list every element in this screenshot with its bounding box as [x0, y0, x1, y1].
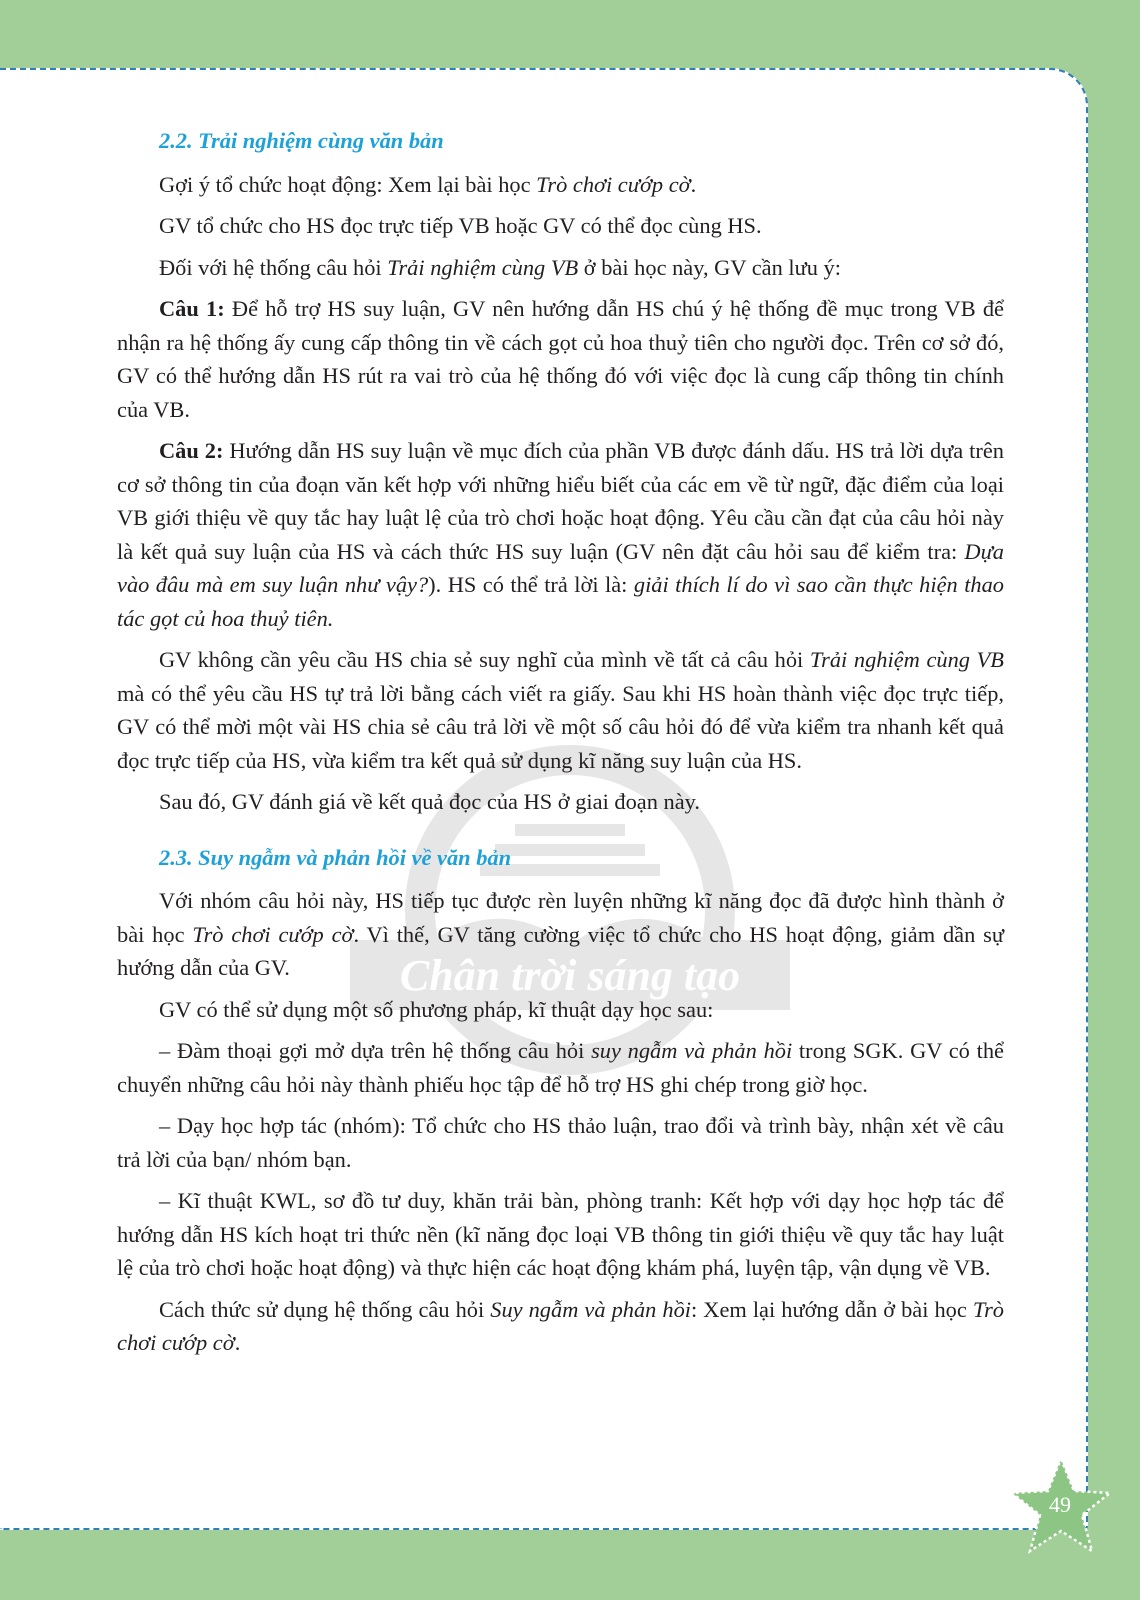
paragraph: GV tổ chức cho HS đọc trực tiếp VB hoặc GV có thể đọc cùng HS. — [159, 213, 762, 238]
paragraph: GV không cần yêu cầu HS chia sẻ suy nghĩ của mình về tất cả câu hỏi Trải nghiệm cùng VB mà có thể yêu cầu HS tự trả lời bằng cách viết ra giấy. Sau khi HS hoàn thành việc đọc trực tiếp, GV có thể mời một vài HS chia sẻ câu trả lời về một số câu hỏi đó để vừa kiểm tra nhanh kết quả đọc trực tiếp của HS, vừa kiểm tra kết quả sử dụng kĩ năng suy luận của HS. — [117, 647, 1004, 773]
list-item: – Kĩ thuật KWL, sơ đồ tư duy, khăn trải bàn, phòng tranh: Kết hợp với dạy học hợp tác để hướng dẫn HS kích hoạt tri thức nền (kĩ năng đọc loại VB thông tin giới thiệu về quy tắc hay luật lệ của trò chơi hoặc hoạt động) và thực hiện các hoạt động khám phá, luyện tập, vận dụng về VB. — [117, 1188, 1004, 1280]
paragraph: Với nhóm câu hỏi này, HS tiếp tục được rèn luyện những kĩ năng đọc đã được hình thành ở bài học Trò chơi cướp cờ. Vì thế, GV tăng cường việc tổ chức cho HS hoạt động, giảm dần sự hướng dẫn của GV. — [117, 888, 1004, 980]
svg-text:Chân trời sáng tạo: Chân trời sáng tạo — [399, 951, 741, 1000]
list-item: – Dạy học hợp tác (nhóm): Tổ chức cho HS thảo luận, trao đổi và trình bày, nhận xét về câu trả lời của bạn/ nhóm bạn. — [117, 1113, 1004, 1172]
section-heading-2-2: 2.2. Trải nghiệm cùng văn bản — [159, 128, 444, 153]
paragraph: Đối với hệ thống câu hỏi Trải nghiệm cùng VB ở bài học này, GV cần lưu ý: — [159, 254, 841, 280]
list-item: – Đàm thoại gợi mở dựa trên hệ thống câu hỏi suy ngẫm và phản hồi trong SGK. GV có thể chuyển những câu hỏi này thành phiếu học tập để hỗ trợ HS ghi chép trong giờ học. — [117, 1038, 1004, 1097]
question-1-guidance: Câu 1: Để hỗ trợ HS suy luận, GV nên hướng dẫn HS chú ý hệ thống đề mục trong VB để nhận ra hệ thống ấy cung cấp thông tin về cách gọt củ hoa thuỷ tiên cho người đọc. Trên cơ sở đó, GV có thể hướng dẫn HS rút ra vai trò của hệ thống đó với việc đọc là cung cấp thông tin chính của VB. — [117, 296, 1004, 422]
paragraph: Sau đó, GV đánh giá về kết quả đọc của HS ở giai đoạn này. — [159, 789, 701, 814]
page-number: 49 — [1049, 1492, 1071, 1517]
paragraph: Gợi ý tổ chức hoạt động: Xem lại bài học Trò chơi cướp cờ. — [159, 171, 697, 197]
paragraph: Cách thức sử dụng hệ thống câu hỏi Suy ngẫm và phản hồi: Xem lại hướng dẫn ở bài học Trò chơi cướp cờ. — [117, 1296, 1004, 1355]
book-page — [0, 68, 1088, 1530]
page-content — [117, 124, 1004, 1360]
question-2-guidance: Câu 2: Hướng dẫn HS suy luận về mục đích của phần VB được đánh dấu. HS trả lời dựa trên cơ sở thông tin của đoạn văn kết hợp với những hiểu biết của các em về từ ngữ, đặc điểm của loại VB giới thiệu về quy tắc hay luật lệ của trò chơi hoặc hoạt động. Yêu cầu cần đạt của câu hỏi này là kết quả suy luận của HS và cách thức HS suy luận (GV nên đặt câu hỏi sau để kiểm tra: Dựa vào đâu mà em suy luận như vậy?). HS có thể trả lời là: giải thích lí do vì sao cần thực hiện thao tác gọt củ hoa thuỷ tiên. — [117, 438, 1005, 631]
section-heading-2-3: 2.3. Suy ngẫm và phản hồi về văn bản — [159, 844, 512, 870]
paragraph: GV có thể sử dụng một số phương pháp, kĩ thuật dạy học sau: — [159, 996, 714, 1022]
